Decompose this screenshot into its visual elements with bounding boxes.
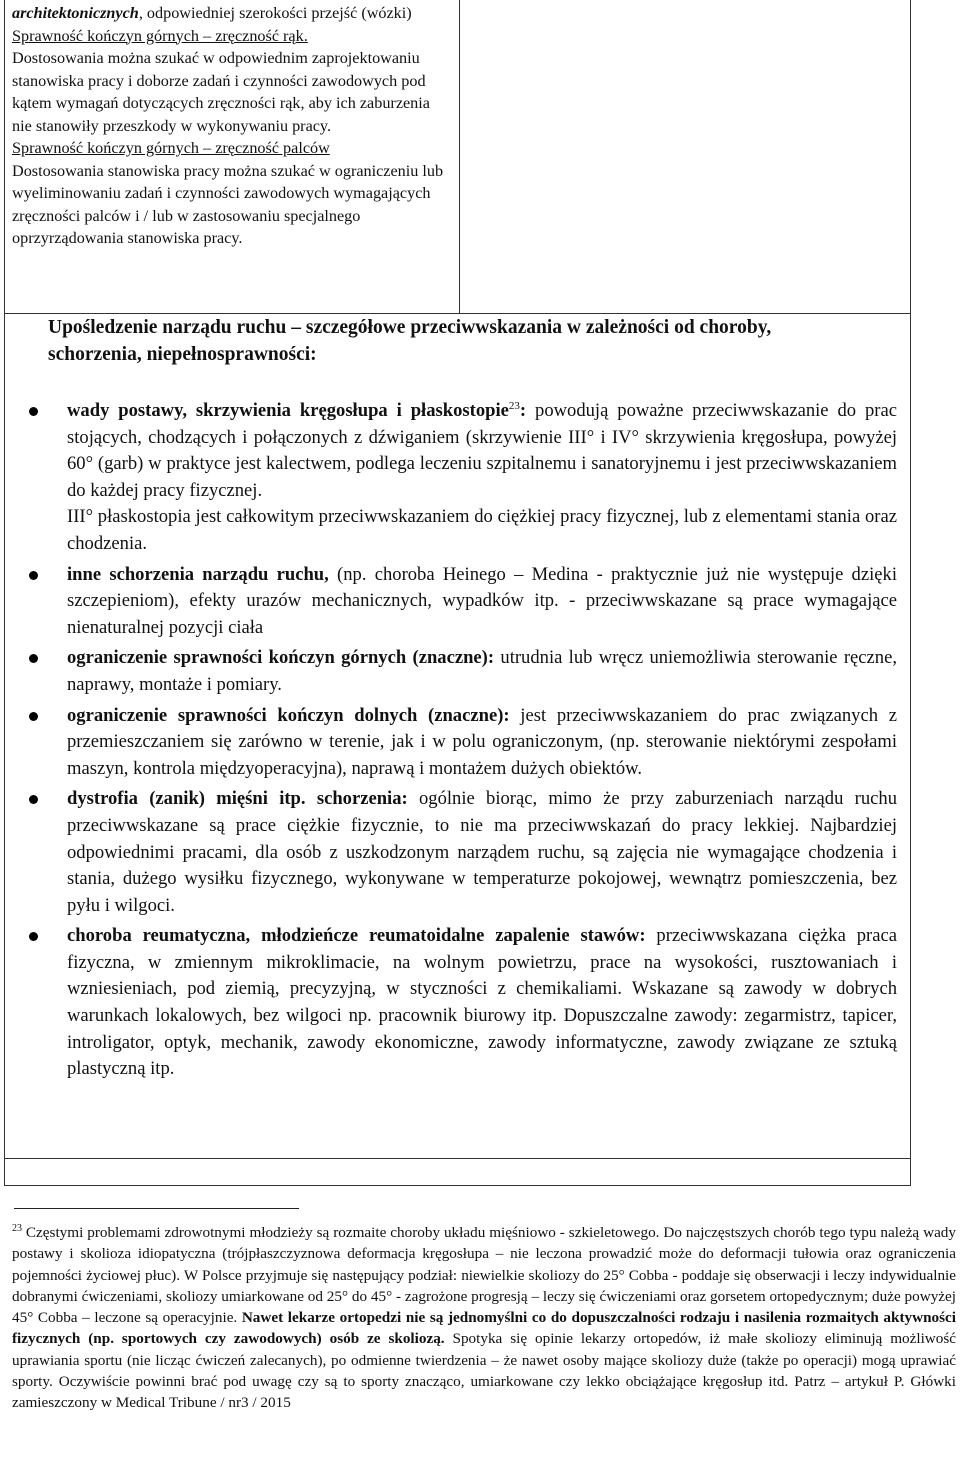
item-bold: ograniczenie sprawności kończyn górnych (znaczne): <box>67 647 495 669</box>
item-text: utrudnia lub wręcz uniemożliwia sterowanie ręczne, naprawy, montaże i pomiary. <box>67 647 898 695</box>
top-left-line1 <box>12 2 452 25</box>
list-item <box>0 786 897 919</box>
heading-hand-dexterity: Sprawność kończyn górnych – zręczność rąk. <box>12 26 308 45</box>
bullet-icon <box>29 654 38 663</box>
bullet-icon <box>29 932 38 941</box>
footnote-mark: 23 <box>12 1222 22 1234</box>
bullet-icon <box>29 795 38 804</box>
item-bold: wady postawy, skrzywienia kręgosłupa i płaskostopie <box>67 400 509 421</box>
list-item <box>0 398 897 558</box>
list-item <box>0 645 897 698</box>
contraindications-list <box>0 398 960 1087</box>
footnote-text-1: Częstymi problemami zdrowotnymi młodzieży są rozmaite choroby układu mięśniowo - szkieletowego. Do najczęstszych chorób tego typu należą wady postawy i skolioza idiopatyczna (trójpłaszczyznowa deformacja kręgosłupa – nie leczona prowadzić może do deformacji tułowia oraz ograniczenia pojemności życiowej płuc). W Polsce przyjmuje się następujący podział: niewielkie skoliozy do 25° Cobba - poddaje się obserwacji i leczy indywidualnie dobranymi ćwiczeniami, skoliozy umiarkowane od 25° do 45° - zagrożone progresją – leczy się ćwiczeniami oraz gorsetem ortopedycznym; duże powyżej 45° Cobba – leczone są operacyjnie. <box>12 1224 956 1327</box>
footnote-separator <box>14 1208 299 1209</box>
item-bold: dystrofia (zanik) mięśni itp. schorzenia: <box>67 788 408 810</box>
footnote-bold: Nawet lekarze ortopedzi nie są jednomyślni co do dopuszczalności rodzaju i nasilenia rozmaitych aktywności fizycznych (np. sportowych czy zawodowych) osób ze skoliozą. <box>12 1309 956 1348</box>
bullet-icon <box>29 712 38 721</box>
bullet-icon <box>29 571 38 580</box>
heading-finger-dexterity: Sprawność kończyn górnych – zręczność palców <box>12 139 330 157</box>
footnote <box>12 1222 956 1414</box>
paragraph-hand-dexterity: Dostosowania można szukać w odpowiednim zaprojektowaniu stanowiska pracy i doborze zadań i czynności zawodowych pod kątem wymagań dotyczących zręczności rąk, aby ich zaburzenia nie stanowiły przeszkody w wykonywaniu pracy. <box>12 49 430 135</box>
top-left-line1-prefix: architektonicznych <box>12 4 139 22</box>
list-item <box>0 703 897 783</box>
section-heading: Upośledzenie narządu ruchu – szczegółowe przeciwwskazania w zależności od choroby, schorzenia, niepełnosprawności: <box>48 317 772 365</box>
item-bold: ograniczenie sprawności kończyn dolnych (znaczne): <box>67 704 510 726</box>
paragraph-finger-dexterity: Dostosowania stanowiska pracy można szukać w ograniczeniu lub wyeliminowaniu zadań i czynności zawodowych wymagających zręczności palców i / lub w zastosowaniu specjalnego oprzyrządowania stanowiska pracy. <box>12 161 444 247</box>
bullet-icon <box>29 407 38 416</box>
item-bold-colon: : <box>519 400 527 421</box>
item-text: powodują poważne przeciwwskazanie do prac stojących, chodzących i połączonych z dźwiganiem (skrzywienie III° i IV° skrzywienia kręgosłupa, powyżej 60° (garb) w praktyce jest kalectwem, podlega leczeniu szpitalnemu i sanatoryjnemu i jest przeciwwskazaniem do każdej pracy fizycznej. <box>67 400 897 501</box>
item-text: (np. choroba Heinego – Medina - praktycznie już nie występuje dzięki szczepieniom), efekty urazów mechanicznych, wypadków itp. - przeciwwskazane są prace wymagające nienaturalnej pozycji ciała <box>67 563 897 638</box>
item-bold: choroba reumatyczna, młodzieńcze reumatoidalne zapalenie stawów: <box>67 925 646 947</box>
item-text: ogólnie biorąc, mimo że przy zaburzeniach narządu ruchu przeciwwskazane są prace ciężkie fizycznie, to nie ma przeciwwskazań do pracy lekkiej. Najbardziej odpowiednimi pracami, dla osób z uszkodzonym narządem ruchu, są zajęcia nie wymagające chodzenia i stania, dużego wysiłku fizycznego, wykonywane w temperaturze pokojowej, wewnątrz pomieszczenia, bez pyłu i wilgoci. <box>67 788 897 916</box>
item-text: jest przeciwwskazaniem do prac związanych z przemieszczaniem się zarówno w terenie, jak i w polu ograniczonym, (np. sterowanie niektórymi zespołami maszyn, kontrola międzyoperacyjna), naprawą i montażem dużych obiektów. <box>67 704 897 779</box>
top-left-line1-rest: , odpowiedniej szerokości przejść (wózki) <box>138 4 412 22</box>
list-item <box>0 923 897 1083</box>
item-text: przeciwwskazana ciężka praca fizyczna, w zmiennym mikroklimacie, na wolnym powietrzu, prace na wysokości, rusztowaniach i wzniesieniach, pod ziemią, precyzyjną, w styczności z chemikaliami. Wskazane są zawody w dobrych warunkach lokalowych, bez wilgoci np. pracownik biurowy itp. Dopuszczalne zawody: zegarmistrz, tapicer, introligator, optyk, mechanik, zawody ekonomiczne, zawody informatyczne, zawody związane ze sztuką plastyczną itp. <box>67 925 897 1080</box>
item-bold: inne schorzenia narządu ruchu, <box>67 563 329 585</box>
table-cell-top-right <box>459 0 911 314</box>
top-left-content <box>12 2 452 250</box>
item-text-2: III° płaskostopia jest całkowitym przeciwwskazaniem do ciężkiej pracy fizycznej, lub z elementami stania oraz chodzenia. <box>67 506 897 554</box>
table-cell-empty <box>4 1158 911 1186</box>
list-item <box>0 562 897 642</box>
footnote-text-2: Spotyka się opinie lekarzy ortopedów, iż małe skoliozy eliminują możliwość uprawiania sportu (nie licząc ćwiczeń zalecanych), po odmienne twierdzenia – że nawet osoby mające skoliozy duże (także po operacji) mogą uprawiać sporty. Oczywiście powinni brać pod uwagę czy są to sporty znacząco, umiarkowane czy lekko obciążające kręgosłup itd. Patrz – artykuł P. Główki zamieszczony w Medical Tribune / nr3 / 2015 <box>12 1330 956 1412</box>
footnote-ref[interactable]: 23 <box>508 399 520 412</box>
